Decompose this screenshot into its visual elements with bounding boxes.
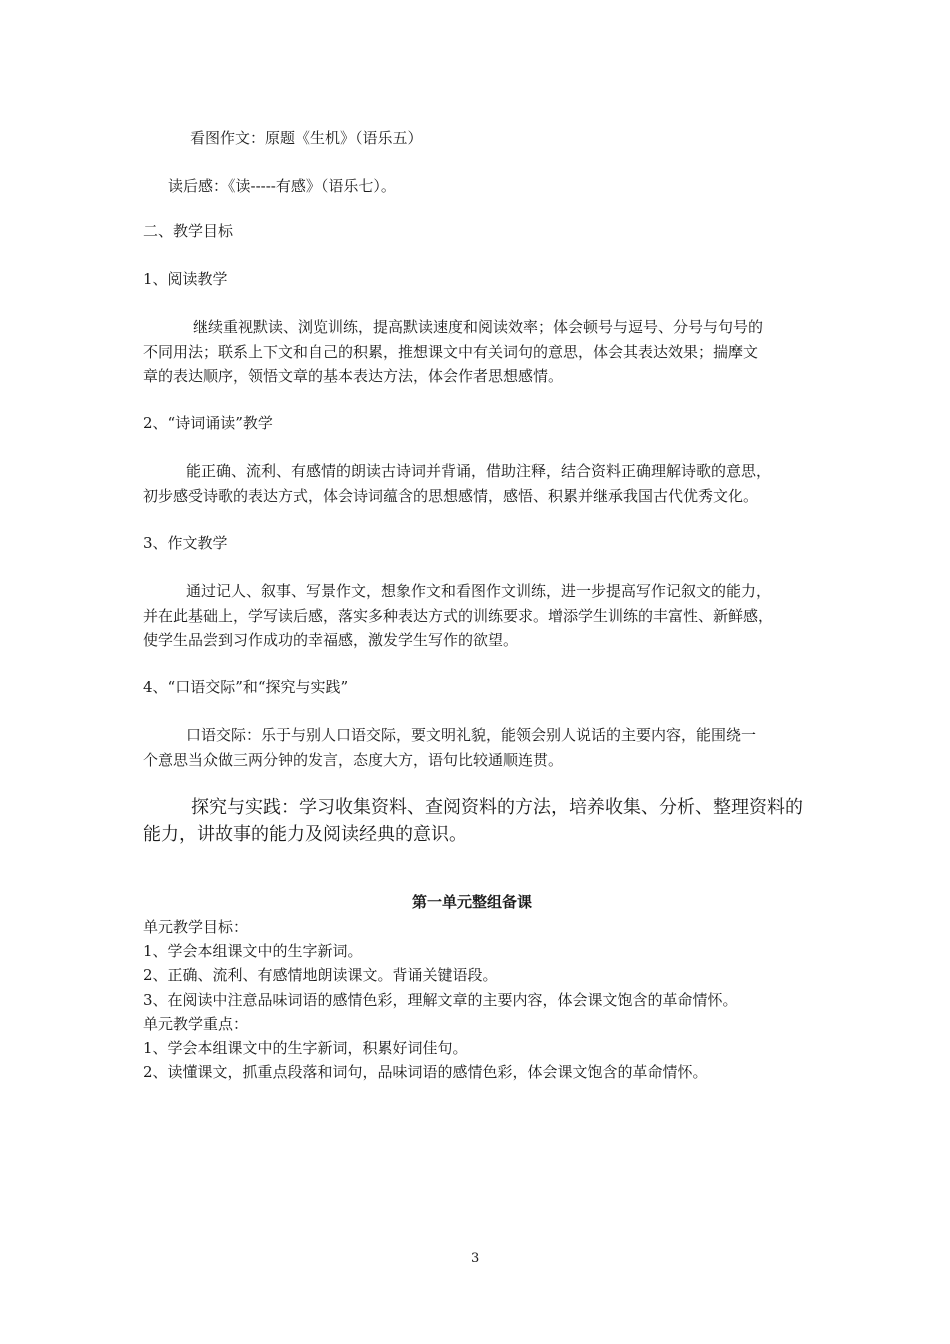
section-heading: 二、教学目标 bbox=[143, 222, 234, 240]
paragraph-line: 单元教学重点： bbox=[143, 1015, 249, 1033]
paragraph-line: 个意思当众做三两分钟的发言，态度大方，语句比较通顺连贯。 bbox=[143, 751, 564, 769]
paragraph-line: 使学生品尝到习作成功的幸福感，激发学生写作的欲望。 bbox=[143, 631, 519, 649]
paragraph-line: 并在此基础上，学写读后感，落实多种表达方式的训练要求。增添学生训练的丰富性、新鲜感， bbox=[143, 607, 774, 625]
subsection-heading: 1、阅读教学 bbox=[143, 270, 228, 288]
paragraph-line: 章的表达顺序，领悟文章的基本表达方法，体会作者思想感情。 bbox=[143, 367, 564, 385]
paragraph-line: 能力，讲故事的能力及阅读经典的意识。 bbox=[143, 824, 467, 845]
paragraph-line: 通过记人、叙事、写景作文，想象作文和看图作文训练，进一步提高写作记叙文的能力， bbox=[186, 582, 772, 600]
list-item: 3、在阅读中注意品味词语的感情色彩，理解文章的主要内容，体会课文饱含的革命情怀。 bbox=[143, 991, 738, 1009]
paragraph-line: 口语交际：乐于与别人口语交际，要文明礼貌，能领会别人说话的主要内容，能围绕一 bbox=[186, 726, 757, 744]
subsection-heading: 4、“口语交际”和“探究与实践” bbox=[143, 678, 349, 696]
paragraph-line: 继续重视默读、浏览训练，提高默读速度和阅读效率；体会顿号与逗号、分号与句号的 bbox=[193, 318, 764, 336]
list-item: 1、学会本组课文中的生字新词。 bbox=[143, 942, 363, 960]
list-item: 1、学会本组课文中的生字新词，积累好词佳句。 bbox=[143, 1039, 468, 1057]
subsection-heading: 2、“诗词诵读”教学 bbox=[143, 414, 273, 432]
paragraph-line: 能正确、流利、有感情的朗读古诗词并背诵，借助注释，结合资料正确理解诗歌的意思， bbox=[186, 462, 772, 480]
unit-title: 第一单元整组备课 bbox=[412, 893, 533, 911]
subsection-heading: 3、作文教学 bbox=[143, 534, 228, 552]
page-number: 3 bbox=[471, 1251, 480, 1266]
list-item: 2、正确、流利、有感情地朗读课文。背诵关键语段。 bbox=[143, 966, 498, 984]
paragraph-line: 单元教学目标： bbox=[143, 918, 249, 936]
paragraph-line: 探究与实践：学习收集资料、查阅资料的方法，培养收集、分析、整理资料的 bbox=[191, 797, 803, 818]
paragraph-line: 看图作文：原题《生机》（语乐五） bbox=[190, 129, 423, 147]
list-item: 2、读懂课文，抓重点段落和词句，品味词语的感情色彩，体会课文饱含的革命情怀。 bbox=[143, 1063, 708, 1081]
paragraph-line: 不同用法；联系上下文和自己的积累，推想课文中有关词句的意思，体会其表达效果；揣摩文 bbox=[143, 343, 759, 361]
paragraph-line: 初步感受诗歌的表达方式，体会诗词蕴含的思想感情，感悟、积累并继承我国古代优秀文化。 bbox=[143, 487, 759, 505]
paragraph-line: 读后感：《读-----有感》（语乐七）。 bbox=[168, 177, 396, 195]
